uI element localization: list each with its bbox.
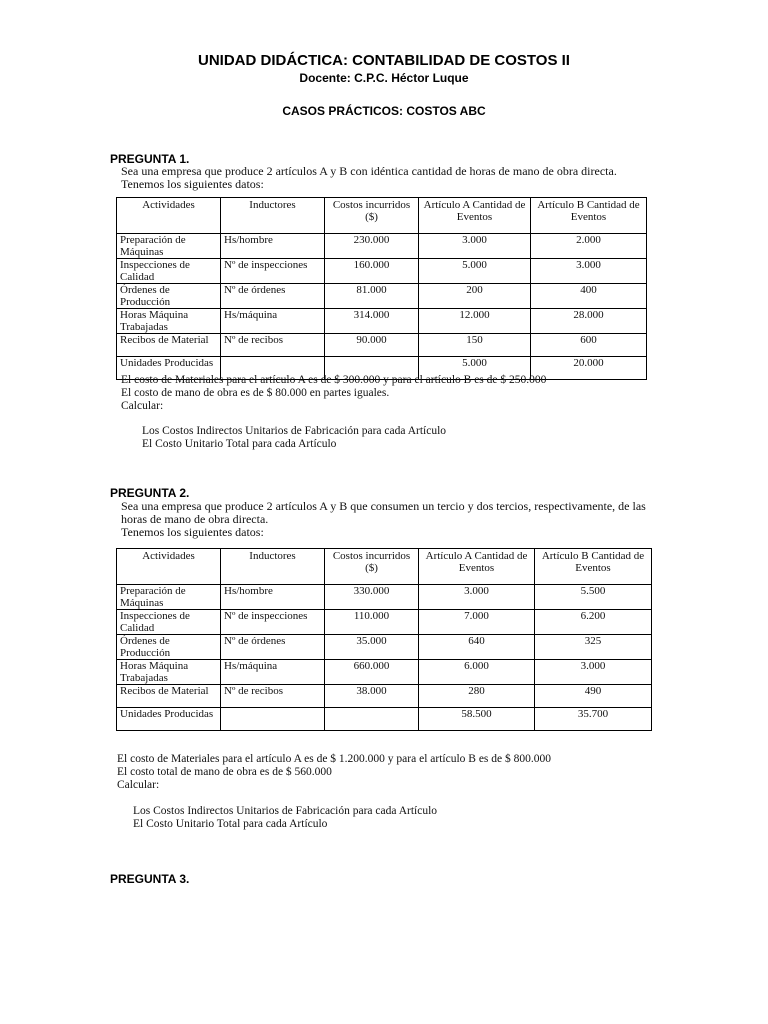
driver-cell: Nº de inspecciones [221,610,325,635]
activity-cell: Inspecciones de Calidad [117,259,221,284]
cost-cell: 38.000 [325,685,419,708]
calc-item: Los Costos Indirectos Unitarios de Fabricación para cada Artículo [142,425,447,437]
question-2-calc-list [133,805,437,831]
table-row [117,635,652,660]
article-b-cell: 3.000 [535,660,652,685]
article-a-cell: 200 [419,284,531,309]
cost-cell: 314.000 [325,309,419,334]
question-2-notes [117,753,551,792]
driver-cell [221,708,325,731]
cost-cell: 110.000 [325,610,419,635]
column-header-articulo-b: Artículo B Cantidad de Eventos [535,549,652,585]
document-subtitle: Docente: C.P.C. Héctor Luque [299,71,469,85]
column-header-articulo-a: Artículo A Cantidad de Eventos [419,198,531,234]
table-row [117,234,647,259]
intro-line: Sea una empresa que produce 2 artículos A y B con idéntica cantidad de horas de mano de obra directa. [121,164,617,178]
driver-cell: Hs/hombre [221,585,325,610]
note-line: Calcular: [117,779,160,791]
article-a-cell: 6.000 [419,660,535,685]
intro-line: Sea una empresa que produce 2 artículos A y B que consumen un tercio y dos tercios, respectivamente, de las [121,499,646,513]
activity-cell: Horas Máquina Trabajadas [117,309,221,334]
article-b-cell: 400 [531,284,647,309]
table-row [117,259,647,284]
cost-cell: 81.000 [325,284,419,309]
activity-cell: Inspecciones de Calidad [117,610,221,635]
article-b-cell: 20.000 [531,357,647,380]
article-a-cell: 7.000 [419,610,535,635]
question-2-table [116,548,652,731]
cost-cell: 90.000 [325,334,419,357]
activity-cell: Horas Máquina Trabajadas [117,660,221,685]
section-heading: CASOS PRÁCTICOS: COSTOS ABC [282,104,486,118]
question-2-intro [121,500,646,539]
driver-cell: Nº de órdenes [221,284,325,309]
article-a-cell: 12.000 [419,309,531,334]
article-a-cell: 640 [419,635,535,660]
activity-cell: Órdenes de Producción [117,635,221,660]
article-b-cell: 6.200 [535,610,652,635]
question-1-notes [121,374,546,413]
intro-line: Tenemos los siguientes datos: [121,525,264,539]
activity-cell: Recibos de Material [117,685,221,708]
document-title: UNIDAD DIDÁCTICA: CONTABILIDAD DE COSTOS II [198,52,570,69]
column-header-costos: Costos incurridos ($) [325,198,419,234]
activity-cell: Recibos de Material [117,334,221,357]
cost-cell [325,708,419,731]
table-row [117,610,652,635]
column-header-costos: Costos incurridos ($) [325,549,419,585]
intro-line: horas de mano de obra directa. [121,512,269,526]
column-header-inductores: Inductores [221,549,325,585]
article-b-cell: 35.700 [535,708,652,731]
article-b-cell: 325 [535,635,652,660]
calc-item: Los Costos Indirectos Unitarios de Fabricación para cada Artículo [133,805,438,817]
cost-cell: 330.000 [325,585,419,610]
article-b-cell: 28.000 [531,309,647,334]
column-header-articulo-b: Artículo B Cantidad de Eventos [531,198,647,234]
calc-item: El Costo Unitario Total para cada Artículo [142,438,337,450]
note-line: El costo de mano de obra es de $ 80.000 en partes iguales. [121,387,390,399]
calc-item: El Costo Unitario Total para cada Artículo [133,818,328,830]
article-b-cell: 2.000 [531,234,647,259]
activity-cell: Unidades Producidas [117,708,221,731]
table-row [117,660,652,685]
driver-cell: Hs/máquina [221,660,325,685]
driver-cell: Nº de órdenes [221,635,325,660]
table-header-row [117,198,647,234]
article-a-cell: 3.000 [419,585,535,610]
cost-cell: 35.000 [325,635,419,660]
driver-cell: Nº de inspecciones [221,259,325,284]
article-b-cell: 5.500 [535,585,652,610]
table-header-row [117,549,652,585]
article-a-cell: 280 [419,685,535,708]
cost-cell: 230.000 [325,234,419,259]
note-line: El costo total de mano de obra es de $ 560.000 [117,766,332,778]
intro-line: Tenemos los siguientes datos: [121,177,264,191]
activity-cell: Órdenes de Producción [117,284,221,309]
article-b-cell: 3.000 [531,259,647,284]
question-2-label: PREGUNTA 2. [110,486,190,500]
driver-cell: Hs/hombre [221,234,325,259]
question-1-table [116,197,647,380]
table-row [117,585,652,610]
article-a-cell: 5.000 [419,259,531,284]
table-row [117,309,647,334]
question-1-label: PREGUNTA 1. [110,152,190,166]
driver-cell: Hs/máquina [221,309,325,334]
column-header-actividades: Actividades [117,198,221,234]
activity-cell: Preparación de Máquinas [117,234,221,259]
question-1-intro [121,165,617,191]
article-a-cell: 58.500 [419,708,535,731]
cost-cell: 160.000 [325,259,419,284]
table-row [117,708,652,731]
question-3-label: PREGUNTA 3. [110,872,190,886]
article-a-cell: 3.000 [419,234,531,259]
article-b-cell: 600 [531,334,647,357]
note-line: El costo de Materiales para el artículo A es de $ 1.200.000 y para el artículo B es de $ 800.000 [117,753,552,765]
note-line: Calcular: [121,400,164,412]
column-header-inductores: Inductores [221,198,325,234]
question-1-calc-list [142,425,446,451]
table-row [117,284,647,309]
article-a-cell: 5.000 [419,357,531,380]
activity-cell: Unidades Producidas [117,357,221,380]
table-row [117,334,647,357]
driver-cell: Nº de recibos [221,334,325,357]
driver-cell: Nº de recibos [221,685,325,708]
cost-cell: 660.000 [325,660,419,685]
column-header-actividades: Actividades [117,549,221,585]
note-line: El costo de Materiales para el artículo A es de $ 300.000 y para el artículo B es de $ 250.000 [121,374,547,386]
activity-cell: Preparación de Máquinas [117,585,221,610]
article-a-cell: 150 [419,334,531,357]
column-header-articulo-a: Artículo A Cantidad de Eventos [419,549,535,585]
article-b-cell: 490 [535,685,652,708]
table-row [117,685,652,708]
